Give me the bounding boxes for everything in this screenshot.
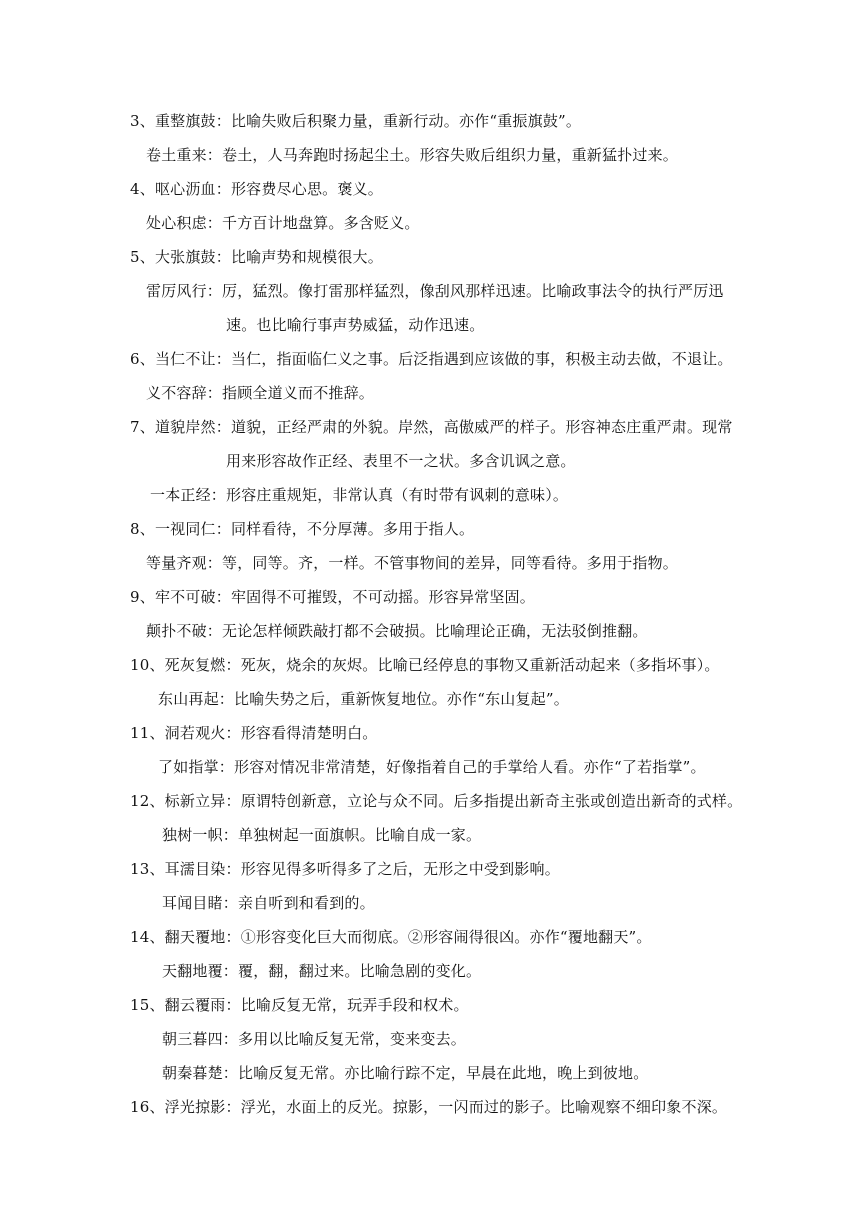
- entry-line: 6、当仁不让：当仁，指面临仁义之事。后泛指遇到应该做的事，积极主动去做，不退让。: [130, 350, 733, 368]
- entry-line: 朝三暮四：多用以比喻反复无常，变来变去。: [162, 1030, 467, 1048]
- entry-line: 颠扑不破：无论怎样倾跌敲打都不会破损。比喻理论正确，无法驳倒推翻。: [146, 622, 648, 640]
- entry-line: 耳闻目睹：亲自听到和看到的。: [162, 894, 375, 912]
- entry-line: 15、翻云覆雨：比喻反复无常，玩弄手段和权术。: [130, 996, 469, 1014]
- entry-line: 朝秦暮楚：比喻反复无常。亦比喻行踪不定，早晨在此地，晚上到彼地。: [162, 1064, 649, 1082]
- entry-line: 16、浮光掠影：浮光，水面上的反光。掠影，一闪而过的影子。比喻观察不细印象不深。: [130, 1098, 728, 1116]
- entry-line: 11、洞若观火：形容看得清楚明白。: [130, 724, 378, 742]
- entry-line: 14、翻天覆地：①形容变化巨大而彻底。②形容闹得很凶。亦作“覆地翻天”。: [130, 928, 652, 946]
- entry-line: 10、死灰复燃：死灰，烧余的灰烬。比喻已经停息的事物又重新活动起来（多指坏事）。: [130, 656, 720, 674]
- entry-line: 4、呕心沥血：形容费尽心思。褒义。: [130, 180, 383, 198]
- entry-line: 独树一帜：单独树起一面旗帜。比喻自成一家。: [162, 826, 482, 844]
- entry-line: 一本正经：形容庄重规矩，非常认真（有时带有讽刺的意味）。: [150, 486, 569, 504]
- entry-line: 9、牢不可破：牢固得不可摧毁，不可动摇。形容异常坚固。: [130, 588, 535, 606]
- entry-line: 东山再起：比喻失势之后，重新恢复地位。亦作“东山复起”。: [158, 690, 569, 708]
- entry-line: 义不容辞：指顾全道义而不推辞。: [146, 384, 375, 402]
- entry-line: 雷厉风行：厉，猛烈。像打雷那样猛烈，像刮风那样迅速。比喻政事法令的执行严厉迅: [146, 282, 724, 300]
- entry-line: 3、重整旗鼓：比喻失败后积聚力量，重新行动。亦作“重振旗鼓”。: [130, 112, 582, 130]
- entry-line: 12、标新立异：原谓特创新意，立论与众不同。后多指提出新奇主张或创造出新奇的式样。: [130, 792, 743, 810]
- entry-line: 5、大张旗鼓：比喻声势和规模很大。: [130, 248, 383, 266]
- entry-line: 了如指掌：形容对情况非常清楚，好像指着自己的手掌给人看。亦作“了若指掌”。: [158, 758, 706, 776]
- entry-line: 7、道貌岸然：道貌，正经严肃的外貌。岸然，高傲威严的样子。形容神态庄重严肃。现常: [130, 418, 733, 436]
- entry-line: 等量齐观：等，同等。齐，一样。不管事物间的差异，同等看待。多用于指物。: [146, 554, 679, 572]
- entry-line: 8、一视同仁：同样看待，不分厚薄。多用于指人。: [130, 520, 475, 538]
- entry-line: 13、耳濡目染：形容见得多听得多了之后，无形之中受到影响。: [130, 860, 560, 878]
- entry-line: 卷土重来：卷土，人马奔跑时扬起尘土。形容失败后组织力量，重新猛扑过来。: [146, 146, 679, 164]
- entry-line-continuation: 速。也比喻行事声势威猛，动作迅速。: [226, 316, 485, 334]
- entry-line: 天翻地覆：覆，翻，翻过来。比喻急剧的变化。: [162, 962, 482, 980]
- entry-line: 处心积虑：千方百计地盘算。多含贬义。: [146, 214, 420, 232]
- entry-line-continuation: 用来形容故作正经、表里不一之状。多含讥讽之意。: [226, 452, 576, 470]
